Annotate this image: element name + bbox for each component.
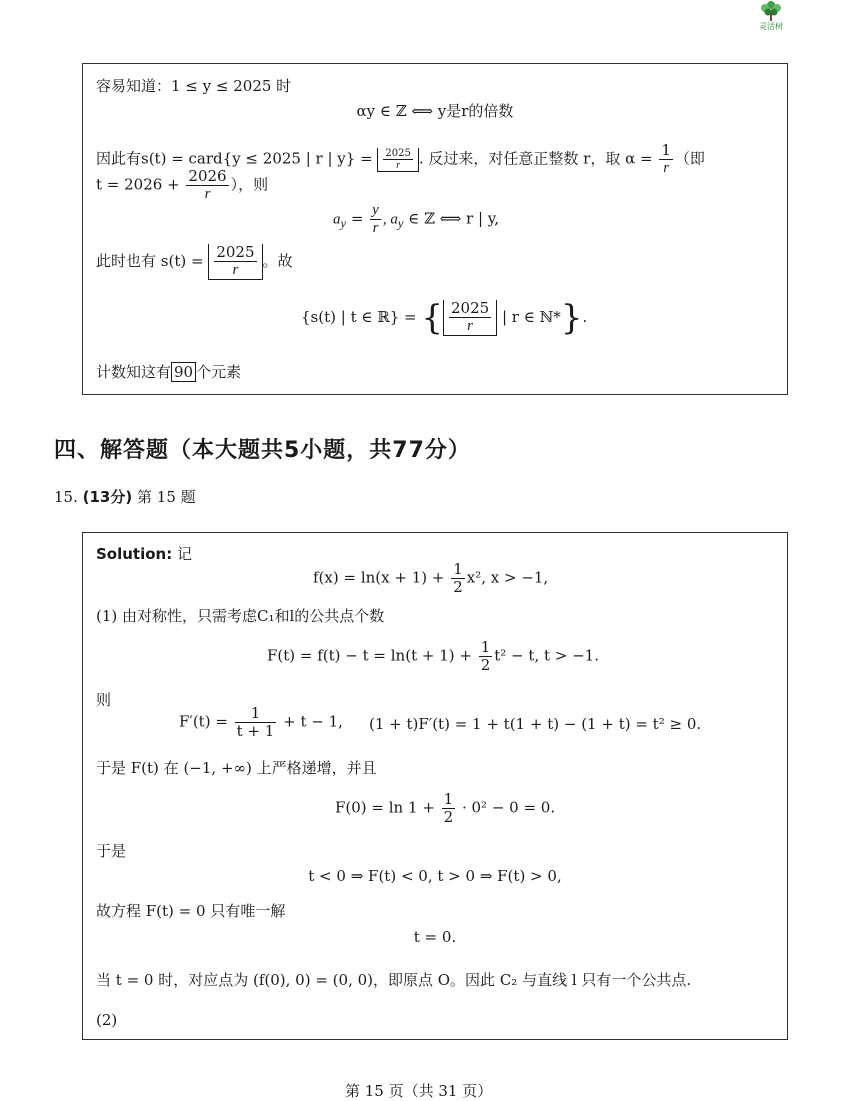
part1-intro: (1) 由对称性，只需考虑C₁和l的公共点个数 [96,607,385,625]
sign-formula: t < 0 ⇒ F(t) < 0, t > 0 ⇒ F(t) > 0, [308,867,562,885]
box1-ay-formula: $a_y$ = $\frac{y}{r}$ , $a_y$ ∈ ℤ ⟺ r | y, [333,202,500,236]
page-footer: 第 15 页（共 31 页） [345,1082,493,1100]
hence-label: 于是 [96,842,127,860]
box1-count-line: 计数知这有 90 个元素 [96,363,242,381]
solution-intro: Solution: 记 [96,545,193,563]
conclusion-text: 当 t = 0 时，对应点为 (f(0), 0) = (0, 0)，即原点 O。因此 C₂ 与直线 l 只有一个公共点. [96,971,692,989]
box1-line1: 容易知道：1 ≤ y ≤ 2025 时 [96,77,292,95]
unique-solution-text: 故方程 F(t) = 0 只有唯一解 [96,902,286,920]
logo-text: 灵活树 [759,22,783,31]
box1-line4: t = 2026 + $\frac{2026}{r}$ ），则 [96,167,269,202]
monotone-text: 于是 F(t) 在 (−1, +∞) 上严格递增，并且 [96,759,377,777]
formula-F0: F(0) = ln 1 + $\frac{1}{2}$ · 0² − 0 = 0. [335,790,556,826]
section-title: 四、解答题（本大题共5小题，共77分） [54,438,471,463]
answer-box: 90 [171,362,196,382]
box1-set-formula: {s(t) | t ∈ ℝ} = { $\frac{2025}{r}$ | r ∈ ℕ*}. [301,298,588,338]
solution-box [82,532,788,1040]
alpha-fraction: $\frac{1}{r}$ [661,141,671,176]
box1-line3: 因此有s(t) = card{y ≤ 2025 | r | y} = $\frac{2025}{r}$ . 反过来，对任意正整数 r，取 α = $\frac{1}{r}$ （即 [96,141,705,176]
box1-line6: 此时也有 s(t) = $\frac{2025}{r}$ 。故 [96,243,293,278]
part2-label: (2) [96,1011,118,1029]
formula-F: F(t) = f(t) − t = ln(t + 1) + $\frac{1}{2}$ t² − t, t > −1. [267,638,599,674]
question-header: 15. (13分) 第 15 题 [54,488,196,506]
box1-equiv: αy ∈ ℤ ⟺ y是r的倍数 [356,102,514,120]
floor-fraction: $\frac{2025}{r}$ [385,147,411,171]
t-zero-formula: t = 0. [413,928,457,946]
formula-Fprime-product: (1 + t)F′(t) = 1 + t(1 + t) − (1 + t) = t² ≥ 0. [369,715,702,733]
previous-solution-box [82,63,788,395]
formula-f: f(x) = ln(x + 1) + $\frac{1}{2}$ x², x > −1, [313,560,549,596]
formula-Fprime: F′(t) = $\frac{1}{t + 1}$ + t − 1, [179,704,343,740]
then-label: 则 [96,691,112,709]
brand-logo [754,0,788,32]
tree-logo-icon [757,0,785,22]
